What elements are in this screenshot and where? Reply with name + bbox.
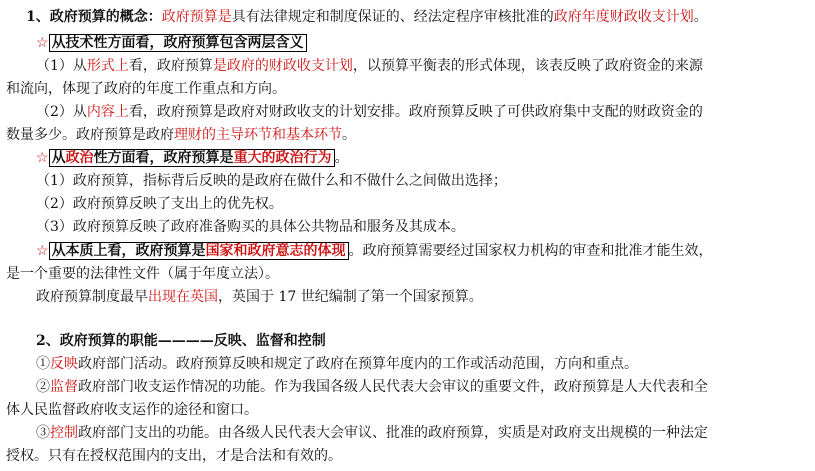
- star-icon: ☆: [36, 35, 49, 51]
- history-line: [36, 286, 483, 309]
- tech-p2-content: 内容上: [86, 104, 129, 120]
- f1-key: 反映: [50, 356, 78, 372]
- tech-para2-line1: [36, 101, 703, 124]
- definition-subject: 政府预算是: [161, 9, 232, 25]
- function-3-line1: [36, 422, 708, 445]
- f2-key: 监督: [50, 379, 78, 395]
- tech-p1-mid: 看，政府预算: [128, 58, 213, 74]
- f1-text: 政府部门活动。政府预算反映和规定了政府在预算年度内的工作或活动范围，方向和重点。: [78, 356, 638, 372]
- f3-num: ③: [36, 425, 50, 441]
- tech-p2-cont: 数量多少。政府预算是政府: [6, 127, 174, 143]
- essence-line1: [36, 240, 713, 263]
- star-icon: ☆: [36, 150, 49, 166]
- concept-line: [26, 6, 708, 29]
- tech-para2-line2: [6, 124, 356, 147]
- history-b: 出现在英国: [148, 289, 218, 305]
- tech-p1-prefix: （1）从: [36, 58, 87, 74]
- politics-t-c: 性方面看，政府预算是: [93, 150, 234, 166]
- politics-t-b: 政治: [65, 150, 94, 166]
- tech-p2-rest: 看，政府预算是政府对财政收支的计划安排。政府预算反映了可供政府集中支配的财政资金的: [128, 104, 703, 120]
- section2-heading: 2、政府预算的职能————反映、监督和控制: [36, 333, 326, 349]
- tech-p1-rest: ，以预算平衡表的形式体现，该表反映了政府资金的来源: [352, 58, 703, 74]
- essence-line2: 是一个重要的法律性文件（属于年度立法）。: [6, 266, 279, 282]
- tech-heading-line: [36, 32, 307, 55]
- tech-para1-line1: [36, 55, 703, 78]
- essence-t-b: 国家和政府意志的体现: [205, 243, 346, 259]
- function-2-line2: 体人民监督政府收支运作的途径和窗口。: [6, 402, 258, 418]
- politics-t-e: 。: [334, 150, 349, 166]
- history-a: 政府预算制度最早: [36, 289, 148, 305]
- f1-num: ①: [36, 356, 50, 372]
- star-icon: ☆: [36, 243, 49, 259]
- function-2-line1: [36, 376, 708, 399]
- politics-heading-line: [36, 147, 349, 170]
- politics-item-3: （3）政府预算反映了政府准备购买的具体公共物品和服务及其成本。: [36, 219, 465, 235]
- politics-t-d: 重大的政治行为: [233, 150, 332, 166]
- f2-text: 政府部门收支运作情况的功能。作为我国各级人民代表大会审议的重要文件，政府预算是人大代表和全: [78, 379, 708, 395]
- politics-item-2: （2）政府预算反映了支出上的优先权。: [36, 196, 283, 212]
- essence-t-c: 。政府预算需要经过国家权力机构的审查和批准才能生效，: [348, 243, 713, 259]
- f3-key: 控制: [50, 425, 78, 441]
- politics-t-a: 从: [51, 150, 66, 166]
- tech-p2-highlight: 理财的主导环节和基本环节: [174, 127, 342, 143]
- tech-p1-highlight: 是政府的财政收支计划: [212, 58, 353, 74]
- politics-heading: [49, 149, 335, 167]
- definition-end: 。: [693, 9, 708, 25]
- history-c: ，英国于 17 世纪编制了第一个国家预算。: [218, 289, 483, 305]
- essence-t-a: 从本质上看，政府预算是: [51, 243, 206, 259]
- tech-p2-prefix: （2）从: [36, 104, 87, 120]
- tech-p2-end: 。: [342, 127, 356, 143]
- f3-text: 政府部门支出的功能。由各级人民代表大会审议、批准的政府预算，实质是对政府支出规模的一种法定: [78, 425, 708, 441]
- tech-para1-line2: [6, 78, 286, 101]
- f2-num: ②: [36, 379, 50, 395]
- function-3-line2: 授权。只有在授权范围内的支出，才是合法和有效的。: [6, 448, 342, 464]
- tech-heading: 从技术性方面看，政府预算包含两层含义: [49, 34, 307, 52]
- essence-heading: [49, 242, 349, 260]
- definition-body: 具有法律规定和制度保证的、经法定程序审核批准的: [231, 9, 554, 25]
- function-1: [36, 353, 638, 376]
- tech-p1-form: 形式上: [86, 58, 129, 74]
- politics-item-1: （1）政府预算，指标背后反映的是政府在做什么和不做什么之间做出选择；: [36, 173, 507, 189]
- definition-highlight: 政府年度财政收支计划: [553, 9, 694, 25]
- tech-p1-cont: 和流向，体现了政府的年度工作重点和方向。: [6, 81, 286, 97]
- section1-heading: 1、政府预算的概念：: [26, 9, 162, 25]
